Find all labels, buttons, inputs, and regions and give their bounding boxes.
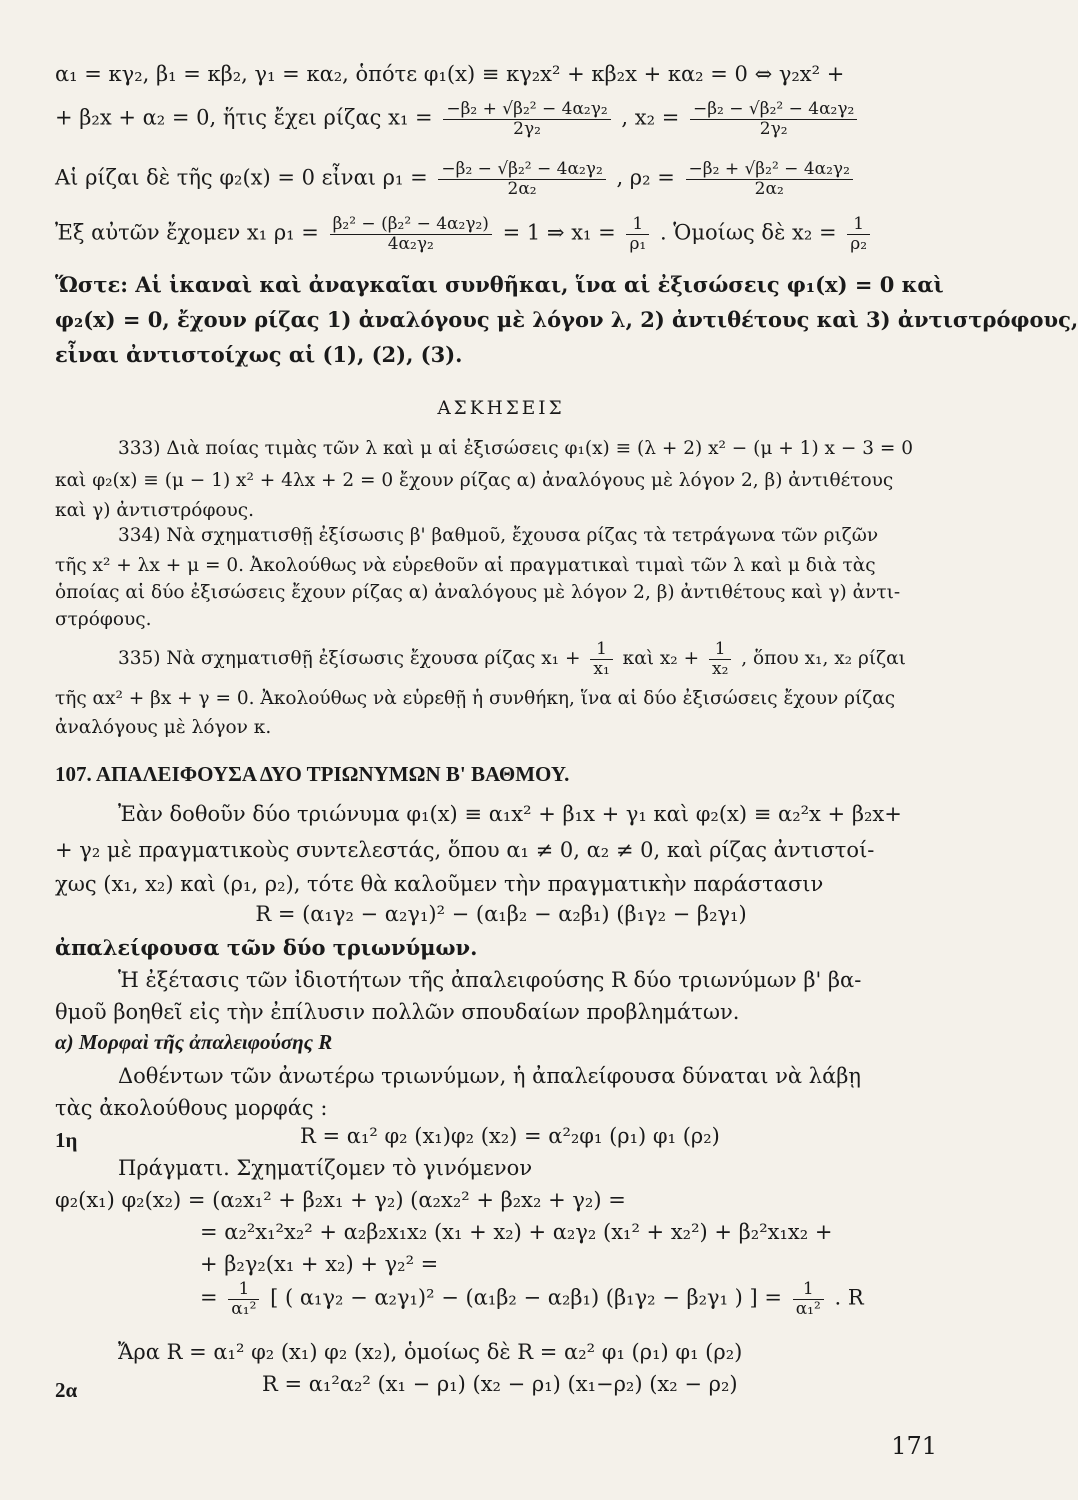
exercise-335-fraction-2 — [709, 640, 731, 678]
section-107-para-3: χως (x₁, x₂) καὶ (ρ₁, ρ₂), τότε θὰ καλοῦμεν τὴν πραγματικὴν παράστασιν — [55, 872, 824, 896]
expansion-line-4-bracket: [ ( α₁γ₂ − α₂γ₁)² − (α₁β₂ − α₂β₁) (β₁γ₂ − β₂γ₁ ) ] = — [270, 1285, 783, 1310]
expansion-fraction-2-num: 1 — [793, 1280, 824, 1300]
expansion-fraction-1-num: 1 — [228, 1280, 259, 1300]
proof-line-2 — [55, 100, 947, 138]
proof-line-4 — [55, 215, 947, 253]
exercise-334-line-2: τῆς x² + λx + μ = 0. Ἀκολούθως νὰ εὑρεθοῦν αἱ πραγματικαὶ τιμαὶ τῶν λ καὶ μ διὰ τὰς — [55, 555, 876, 576]
resultant-formula: R = (α₁γ₂ − α₂γ₁)² − (α₁β₂ − α₂β₁) (β₁γ₂ − β₂γ₁) — [255, 902, 747, 926]
section-107-para-7: τὰς ἀκολούθους μορφάς : — [55, 1096, 328, 1120]
expansion-fraction-1 — [228, 1280, 259, 1318]
section-107-para-8: Πράγματι. Σχηματίζομεν τὸ γινόμενον — [118, 1156, 533, 1180]
exercise-335-line-1 — [118, 640, 947, 678]
exercise-335-fraction-1-num: 1 — [590, 640, 612, 660]
exercise-335-line-2: τῆς αx² + βx + γ = 0. Ἀκολούθως νὰ εὑρεθῇ ἡ συνθήκη, ἵνα αἱ δύο ἐξισώσεις ἔχουν ρίζας — [55, 688, 896, 709]
conclusion-line-3: εἶναι ἀντιστοίχως αἱ (1), (2), (3). — [55, 342, 463, 367]
section-107-para-6: Δοθέντων τῶν ἀνωτέρω τριωνύμων, ἡ ἀπαλείφουσα δύναται νὰ λάβῃ — [118, 1064, 861, 1088]
section-107-heading: 107. ΑΠΑΛΕΙΦΟΥΣΑ ΔΥΟ ΤΡΙΩΝΥΜΩΝ Β' ΒΑΘΜΟΥ. — [55, 762, 570, 786]
exercise-335-text-b: καὶ x₂ + — [622, 648, 700, 670]
expansion-line-1: φ₂(x₁) φ₂(x₂) = (α₂x₁² + β₂x₁ + γ₂) (α₂x₂² + β₂x₂ + γ₂) = — [55, 1188, 626, 1212]
root-x2-denominator: 2γ₂ — [759, 118, 788, 139]
section-107-para-9: Ἄρα R = α₁² φ₂ (x₁) φ₂ (x₂), ὁμοίως δὲ R = α₂² φ₁ (ρ₁) φ₁ (ρ₂) — [118, 1340, 743, 1364]
expansion-line-4-end: . R — [834, 1285, 864, 1310]
exercise-335-text-c: , ὅπου x₁, x₂ ρίζαι — [741, 648, 906, 670]
proof-line-1: α₁ = κγ₂, β₁ = κβ₂, γ₁ = κα₂, ὁπότε φ₁(x) ≡ κγ₂x² + κβ₂x + κα₂ = 0 ⇔ γ₂x² + — [55, 62, 845, 86]
proof-line-3 — [55, 160, 947, 198]
expansion-line-3: + β₂γ₂(x₁ + x₂) + γ₂² = — [200, 1252, 439, 1276]
section-107-para-5: θμοῦ βοηθεῖ εἰς τὴν ἐπίλυσιν πολλῶν σπουδαίων προβλημάτων. — [55, 1000, 740, 1024]
exercise-335-line-3: ἀναλόγους μὲ λόγον κ. — [55, 717, 272, 738]
exercise-334-line-3: ὁποίας αἱ δύο ἐξισώσεις ἔχουν ρίζας α) ἀναλόγους μὲ λόγον 2, β) ἀντιθέτους καὶ γ) ἀντι- — [55, 582, 901, 603]
root-x2-numerator: −β₂ − √β₂² − 4α₂γ₂ — [690, 100, 857, 120]
exercise-335-fraction-2-num: 1 — [709, 640, 731, 660]
proof-line-4-mid: = 1 ⇒ x₁ = — [502, 220, 616, 245]
product-numerator: β₂² − (β₂² − 4α₂γ₂) — [330, 215, 492, 235]
conclusion-line-2: φ₂(x) = 0, ἔχουν ρίζας 1) ἀναλόγους μὲ λόγον λ, 2) ἀντιθέτους καὶ 3) ἀντιστρόφους, — [55, 307, 1078, 332]
expansion-fraction-1-den: α₁² — [231, 1298, 257, 1319]
root-r2-fraction — [686, 160, 853, 198]
form-2-label: 2α — [55, 1378, 78, 1402]
root-r2-label: , ρ₂ = — [616, 165, 675, 190]
exercise-335-fraction-1-den: x₁ — [593, 658, 610, 679]
inverse-r1-denominator: ρ₁ — [629, 233, 647, 254]
exercise-333-line-3: καὶ γ) ἀντιστρόφους. — [55, 500, 255, 521]
exercise-333-line-1: 333) Διὰ ποίας τιμὰς τῶν λ καὶ μ αἱ ἐξισώσεις φ₁(x) ≡ (λ + 2) x² − (μ + 1) x − 3 = 0 — [118, 438, 914, 459]
expansion-fraction-2 — [793, 1280, 824, 1318]
root-r1-fraction — [438, 160, 605, 198]
section-107-para-4: Ἡ ἐξέτασις τῶν ἰδιοτήτων τῆς ἀπαλειφούσης R δύο τριωνύμων β' βα- — [118, 968, 862, 992]
root-r2-denominator: 2α₂ — [754, 178, 784, 199]
root-x2-fraction — [690, 100, 857, 138]
inverse-r2-fraction — [847, 215, 870, 253]
form-1-formula: R = α₁² φ₂ (x₁)φ₂ (x₂) = α²₂φ₁ (ρ₁) φ₁ (ρ₂) — [300, 1124, 720, 1148]
form-1-label: 1η — [55, 1128, 78, 1152]
exercise-334-line-4: στρόφους. — [55, 609, 152, 630]
inverse-r2-numerator: 1 — [847, 215, 870, 235]
exercise-335-fraction-1 — [590, 640, 612, 678]
conclusion-line-1: Ὥστε: Αἱ ἱκαναὶ καὶ ἀναγκαῖαι συνθῆκαι, ἵνα αἱ ἐξισώσεις φ₁(x) = 0 καὶ — [55, 272, 944, 297]
expansion-fraction-2-den: α₁² — [795, 1298, 821, 1319]
inverse-r1-fraction — [626, 215, 649, 253]
inverse-r2-denominator: ρ₂ — [850, 233, 868, 254]
product-fraction — [330, 215, 492, 253]
exercise-335-text-a: 335) Νὰ σχηματισθῇ ἐξίσωσις ἔχουσα ρίζας x₁ + — [118, 648, 581, 670]
exercise-334-line-1: 334) Νὰ σχηματισθῇ ἐξίσωσις β' βαθμοῦ, ἔχουσα ρίζας τὰ τετράγωνα τῶν ριζῶν — [118, 525, 879, 546]
exercise-333-line-2: καὶ φ₂(x) ≡ (μ − 1) x² + 4λx + 2 = 0 ἔχουν ρίζας α) ἀναλόγους μὲ λόγον 2, β) ἀντιθέτους — [55, 470, 894, 491]
root-x1-fraction — [443, 100, 610, 138]
section-107-para-1: Ἐὰν δοθοῦν δύο τριώνυμα φ₁(x) ≡ α₁x² + β₁x + γ₁ καὶ φ₂(x) ≡ α₂²x + β₂x+ — [118, 802, 902, 826]
proof-line-3-text: Αἱ ρίζαι δὲ τῆς φ₂(x) = 0 εἶναι ρ₁ = — [55, 165, 428, 190]
root-x2-label: , x₂ = — [621, 105, 680, 130]
proof-line-2-text: + β₂x + α₂ = 0, ἥτις ἔχει ρίζας x₁ = — [55, 105, 433, 130]
inverse-r1-numerator: 1 — [626, 215, 649, 235]
root-r2-numerator: −β₂ + √β₂² − 4α₂γ₂ — [686, 160, 853, 180]
root-x1-numerator: −β₂ + √β₂² − 4α₂γ₂ — [443, 100, 610, 120]
subsection-a-heading: α) Μορφαὶ τῆς ἀπαλειφούσης R — [55, 1030, 333, 1054]
proof-line-4-end: . Ὁμοίως δὲ x₂ = — [659, 220, 837, 245]
exercise-335-fraction-2-den: x₂ — [711, 658, 729, 679]
section-107-para-2: + γ₂ μὲ πραγματικοὺς συντελεστάς, ὅπου α₁ ≠ 0, α₂ ≠ 0, καὶ ρίζας ἀντιστοί- — [55, 838, 875, 862]
proof-line-4-text: Ἐξ αὐτῶν ἔχομεν x₁ ρ₁ = — [55, 220, 319, 245]
root-r1-numerator: −β₂ − √β₂² − 4α₂γ₂ — [438, 160, 605, 180]
expansion-line-4 — [200, 1280, 947, 1318]
expansion-line-4-eq: = — [200, 1285, 218, 1310]
exercises-title: ΑΣΚΗΣΕΙΣ — [437, 398, 565, 419]
root-r1-denominator: 2α₂ — [507, 178, 537, 199]
expansion-line-2: = α₂²x₁²x₂² + α₂β₂x₁x₂ (x₁ + x₂) + α₂γ₂ (x₁² + x₂²) + β₂²x₁x₂ + — [200, 1220, 833, 1244]
product-denominator: 4α₂γ₂ — [387, 233, 434, 254]
page-number: 171 — [891, 1432, 937, 1460]
root-x1-denominator: 2γ₂ — [513, 118, 541, 139]
resultant-definition: ἀπαλείφουσα τῶν δύο τριωνύμων. — [55, 935, 478, 960]
form-2-formula: R = α₁²α₂² (x₁ − ρ₁) (x₂ − ρ₁) (x₁−ρ₂) (x₂ − ρ₂) — [262, 1372, 738, 1396]
